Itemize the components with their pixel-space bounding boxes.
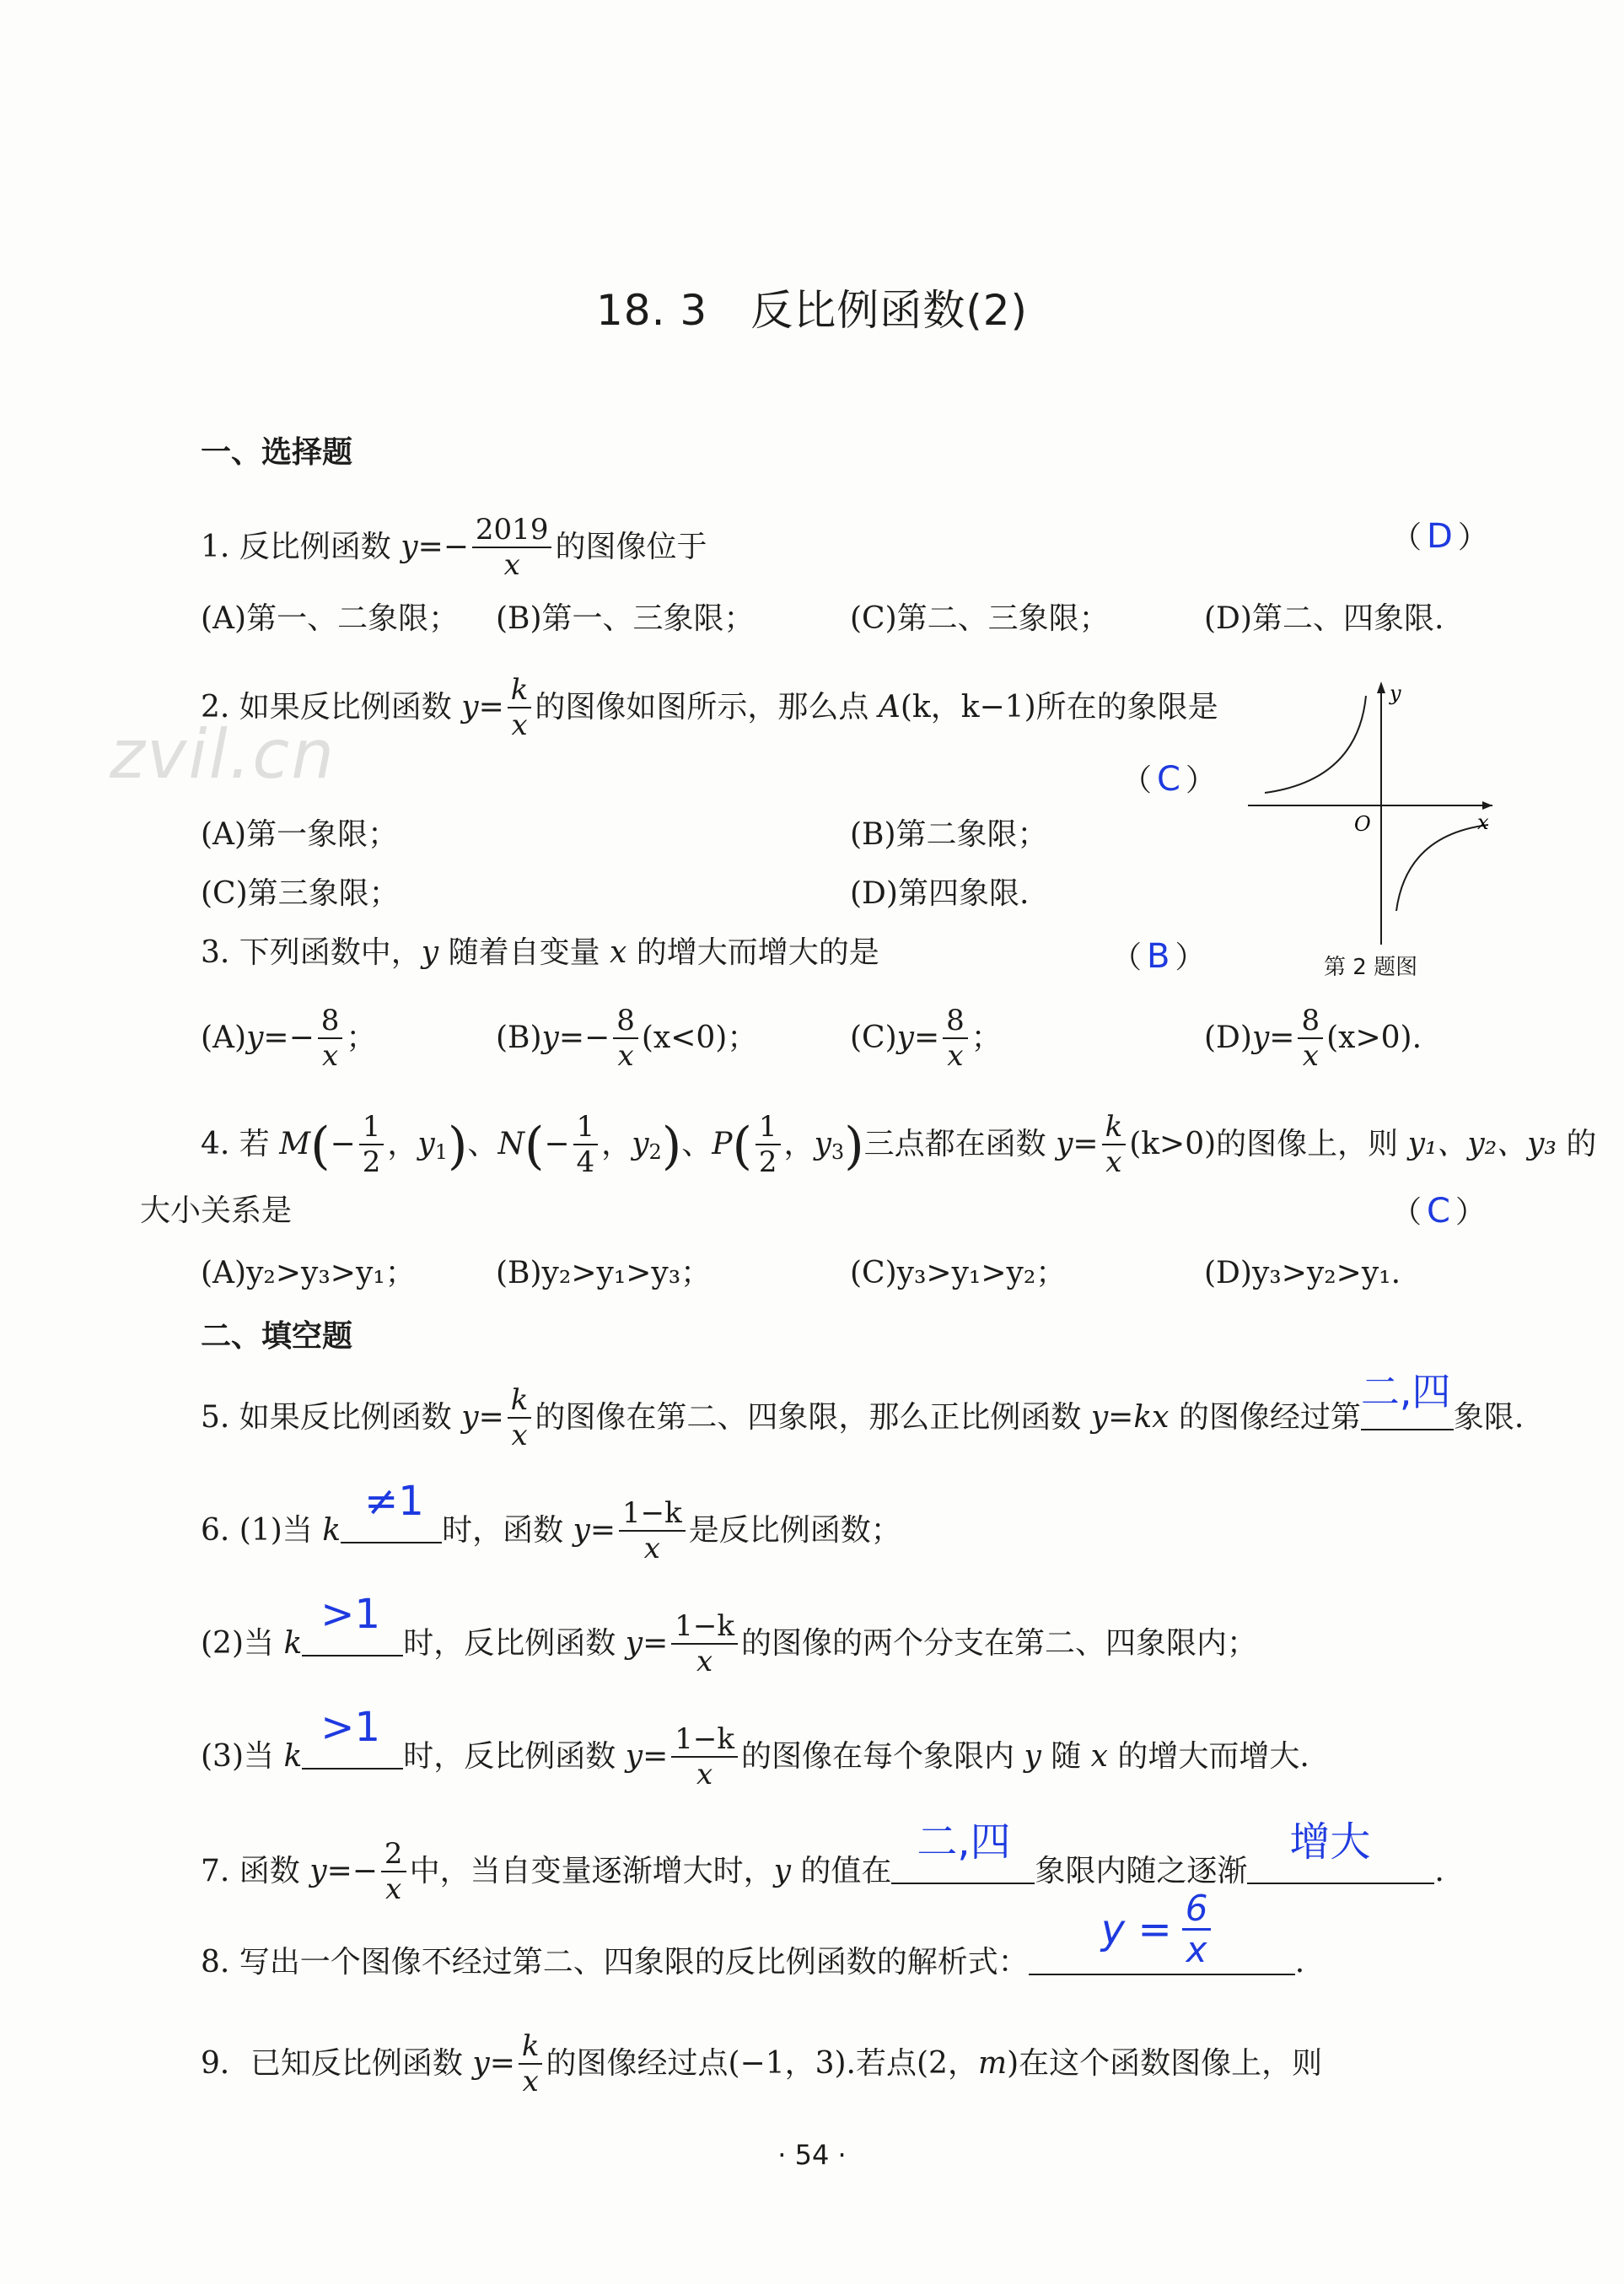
origin-label: O (1354, 812, 1371, 836)
blank-q6-2[interactable] (302, 1591, 403, 1656)
handwritten-answer: D (1427, 517, 1453, 556)
q2-option-b: (B)第二象限； (850, 817, 1048, 852)
q3-option-a: (A)y=− $\frac{8}{x}$ ； (201, 1004, 377, 1073)
hyperbola-branch-lower-right (1396, 825, 1488, 911)
answer-paren-1: （ D ） (1391, 517, 1488, 556)
y-axis-label: y (1390, 681, 1401, 705)
q3-option-b: (B)y=− $\frac{8}{x}$ (x<0)； (496, 1004, 758, 1073)
blank-q7-1[interactable] (891, 1818, 1035, 1884)
q3-option-d: (D)y= $\frac{8}{x}$ (x>0). (1204, 1004, 1422, 1073)
handwritten-answer: 二,四 (1360, 1369, 1451, 1414)
fraction: $\frac{k}{x}$ (508, 673, 532, 742)
question-4-line-2: 大小关系是 (140, 1193, 293, 1228)
fraction: $\frac{2019}{x}$ (472, 513, 552, 582)
page-title: 18. 3 反比例函数(2) (595, 286, 1029, 335)
handwritten-answer: C (1427, 1192, 1450, 1231)
blank-q7-2[interactable] (1247, 1818, 1434, 1884)
question-8: 8. 写出一个图像不经过第二、四象限的反比例函数的解析式： y = $\frac{6}{x}$ . (201, 1888, 1305, 1980)
q4-option-d: (D)y₃>y₂>y₁. (1204, 1256, 1401, 1290)
page-number: · 54 · (777, 2139, 847, 2171)
question-4: 4. 若 M(− $\frac{1}{2}$ ，$y_1$)、N(− $\frac{1}{4}$ ，$y_2$)、P( $\frac{1}{2}$ ，$y_3$)三点都在函数 y= $\frac{k}{x}$ (k>0)的图像上，则 y₁、y₂、y₃ 的 (201, 1110, 1597, 1179)
question-3: 3. 下列函数中，y 随着自变量 x 的增大而增大的是 (201, 935, 879, 970)
q4-option-a: (A)y₂>y₃>y₁； (201, 1256, 416, 1290)
q4-option-b: (B)y₂>y₁>y₃； (496, 1256, 712, 1290)
question-2: 2. 如果反比例函数 y= $\frac{k}{x}$ 的图像如图所示，那么点 A(k，k−1)所在的象限是 (201, 673, 1218, 742)
x-axis-label: x (1477, 811, 1489, 834)
question-7: 7. 函数 y=− $\frac{2}{x}$ 中，当自变量逐渐增大时，y 的值在 二,四 象限内随之逐渐 增大 . (201, 1818, 1444, 1906)
q2-option-a: (A)第一象限； (201, 817, 399, 852)
section-heading-fill: 二、填空题 (201, 1319, 353, 1354)
handwritten-answer: y = $\frac{6}{x}$ (1101, 1889, 1212, 1969)
blank-q6-1[interactable] (341, 1478, 442, 1543)
question-5: 5. 如果反比例函数 y= $\frac{k}{x}$ 的图像在第二、四象限，那么正比例函数 y=kx 的图像经过第 二,四 象限. (201, 1369, 1525, 1452)
q2-graph-caption: 第 2 题图 (1324, 955, 1418, 980)
q1-option-c: (C)第二、三象限； (850, 601, 1110, 636)
question-6-part-3: (3)当 k >1 时，反比例函数 y= $\frac{1-k}{x}$ 的图像在每个象限内 y 随 x 的增大而增大. (201, 1704, 1309, 1791)
q2-option-c: (C)第三象限； (201, 876, 400, 911)
watermark: zvil.cn (110, 715, 336, 794)
question-1: 1. 反比例函数 y=− $\frac{2019}{x}$ 的图像位于 (201, 513, 707, 582)
handwritten-answer: ≠1 (364, 1478, 424, 1525)
q2-option-d: (D)第四象限. (850, 876, 1030, 911)
blank-q5[interactable] (1360, 1369, 1454, 1430)
question-9: 9．已知反比例函数 y= $\frac{k}{x}$ 的图像经过点(−1，3).若点(2，m)在这个函数图像上，则 (201, 2029, 1323, 2098)
answer-paren-4: （ C ） (1391, 1192, 1486, 1231)
handwritten-answer: C (1157, 760, 1180, 799)
handwritten-answer: >1 (320, 1591, 381, 1638)
section-heading-choice: 一、选择题 (201, 435, 353, 470)
q1-option-b: (B)第一、三象限； (496, 601, 755, 636)
handwritten-answer: 二,四 (917, 1818, 1011, 1866)
answer-paren-2: （ C ） (1121, 760, 1216, 799)
y-axis-arrow (1377, 681, 1385, 693)
handwritten-answer: B (1147, 937, 1170, 976)
handwritten-answer: >1 (320, 1704, 381, 1751)
blank-q8[interactable] (1029, 1888, 1295, 1975)
answer-paren-3: （ B ） (1111, 937, 1206, 976)
question-6-part-2: (2)当 k >1 时，反比例函数 y= $\frac{1-k}{x}$ 的图像的两个分支在第二、四象限内； (201, 1591, 1257, 1678)
q3-option-c: (C)y= $\frac{8}{x}$ ； (850, 1004, 1002, 1073)
q2-graph (1248, 675, 1501, 987)
q1-option-a: (A)第一、二象限； (201, 601, 460, 636)
q1-option-d: (D)第二、四象限. (1204, 601, 1444, 636)
q4-option-c: (C)y₃>y₁>y₂； (850, 1256, 1067, 1290)
blank-q6-3[interactable] (302, 1704, 403, 1770)
x-axis-arrow (1482, 801, 1492, 810)
question-6-part-1: 6. (1)当 k ≠1 时，函数 y= $\frac{1-k}{x}$ 是反比例函数； (201, 1478, 901, 1565)
hyperbola-branch-upper-left (1265, 696, 1366, 793)
handwritten-answer: 增大 (1289, 1818, 1371, 1866)
